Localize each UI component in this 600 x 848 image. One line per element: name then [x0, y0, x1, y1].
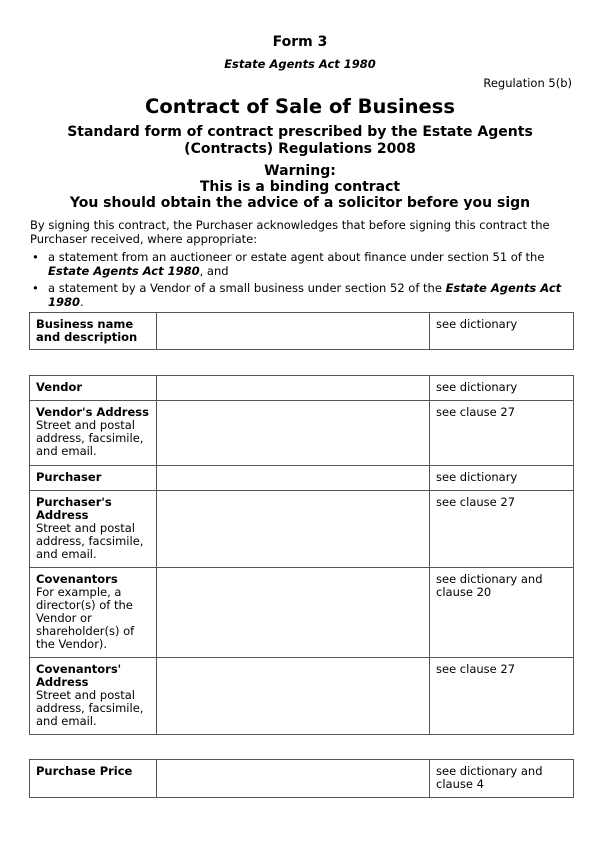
price-table — [29, 759, 574, 798]
regulation-ref: Regulation 5(b) — [483, 76, 572, 90]
table-row — [30, 760, 574, 798]
bullet-text: a statement from an auctioneer or estate agent about finance under section 51 of the — [48, 250, 545, 264]
field-description: For example, a director(s) of the Vendor or shareholder(s) of the Vendor). — [36, 585, 135, 651]
bullet-text-end: , and — [199, 264, 229, 278]
field-label-cell — [30, 491, 157, 568]
field-label: Vendor's Address — [36, 405, 149, 419]
reference-cell: see dictionary and clause 20 — [430, 568, 574, 658]
field-label-cell — [30, 313, 157, 350]
field-label-cell — [30, 760, 157, 798]
field-label: Purchase Price — [36, 764, 133, 778]
warning-block — [0, 163, 600, 211]
reference-cell: see dictionary and clause 4 — [430, 760, 574, 798]
table-row — [30, 376, 574, 401]
warning-solicitor: You should obtain the advice of a solicitor before you sign — [69, 195, 531, 211]
covenantors-input[interactable] — [157, 568, 430, 658]
bullet-icon: • — [32, 250, 39, 264]
vendor-input[interactable] — [157, 376, 430, 401]
field-description: Street and postal address, facsimile, and email. — [36, 418, 144, 458]
act-reference: Estate Agents Act 1980 — [48, 264, 200, 278]
field-label: Covenantors' Address — [36, 662, 122, 689]
field-label-cell — [30, 658, 157, 735]
reference-cell: see dictionary — [430, 313, 574, 350]
vendor-address-input[interactable] — [157, 401, 430, 466]
reference-cell: see dictionary — [430, 376, 574, 401]
table-row — [30, 466, 574, 491]
field-label-cell — [30, 376, 157, 401]
bullet-icon: • — [32, 281, 39, 295]
purchaser-input[interactable] — [157, 466, 430, 491]
business-table — [29, 312, 574, 350]
table-row — [30, 568, 574, 658]
page-title: Contract of Sale of Business — [145, 95, 455, 118]
form-number: Form 3 — [272, 34, 328, 50]
field-label: Business name and description — [36, 317, 138, 344]
field-description: Street and postal address, facsimile, and email. — [36, 688, 144, 728]
field-description: Street and postal address, facsimile, and email. — [36, 521, 144, 561]
bullet-text-end: . — [80, 295, 84, 309]
list-item — [30, 250, 575, 278]
field-label-cell — [30, 568, 157, 658]
page-subtitle: Standard form of contract prescribed by the Estate Agents (Contracts) Regulations 2008 — [67, 124, 533, 157]
warning-binding: This is a binding contract — [199, 179, 401, 195]
table-row — [30, 313, 574, 350]
purchase-price-input[interactable] — [157, 760, 430, 798]
covenantors-address-input[interactable] — [157, 658, 430, 735]
act-reference: Estate Agents Act 1980 — [48, 281, 562, 309]
bullet-text: a statement by a Vendor of a small business under section 52 of the — [48, 281, 446, 295]
acknowledgement-list — [30, 250, 575, 312]
act-name: Estate Agents Act 1980 — [224, 57, 376, 71]
parties-table — [29, 375, 574, 735]
intro-text: By signing this contract, the Purchaser acknowledges that before signing this contract the Purchaser received, where appropriate: — [30, 218, 550, 246]
table-row — [30, 491, 574, 568]
business-name-input[interactable] — [157, 313, 430, 350]
field-label-cell — [30, 401, 157, 466]
warning-heading: Warning: — [264, 163, 336, 179]
field-label: Vendor — [36, 380, 83, 394]
field-label-cell — [30, 466, 157, 491]
reference-cell: see clause 27 — [430, 491, 574, 568]
field-label: Covenantors — [36, 572, 118, 586]
purchaser-address-input[interactable] — [157, 491, 430, 568]
reference-cell: see clause 27 — [430, 401, 574, 466]
reference-cell: see dictionary — [430, 466, 574, 491]
field-label: Purchaser's Address — [36, 495, 112, 522]
reference-cell: see clause 27 — [430, 658, 574, 735]
list-item — [30, 281, 575, 309]
table-row — [30, 658, 574, 735]
field-label: Purchaser — [36, 470, 102, 484]
table-row — [30, 401, 574, 466]
